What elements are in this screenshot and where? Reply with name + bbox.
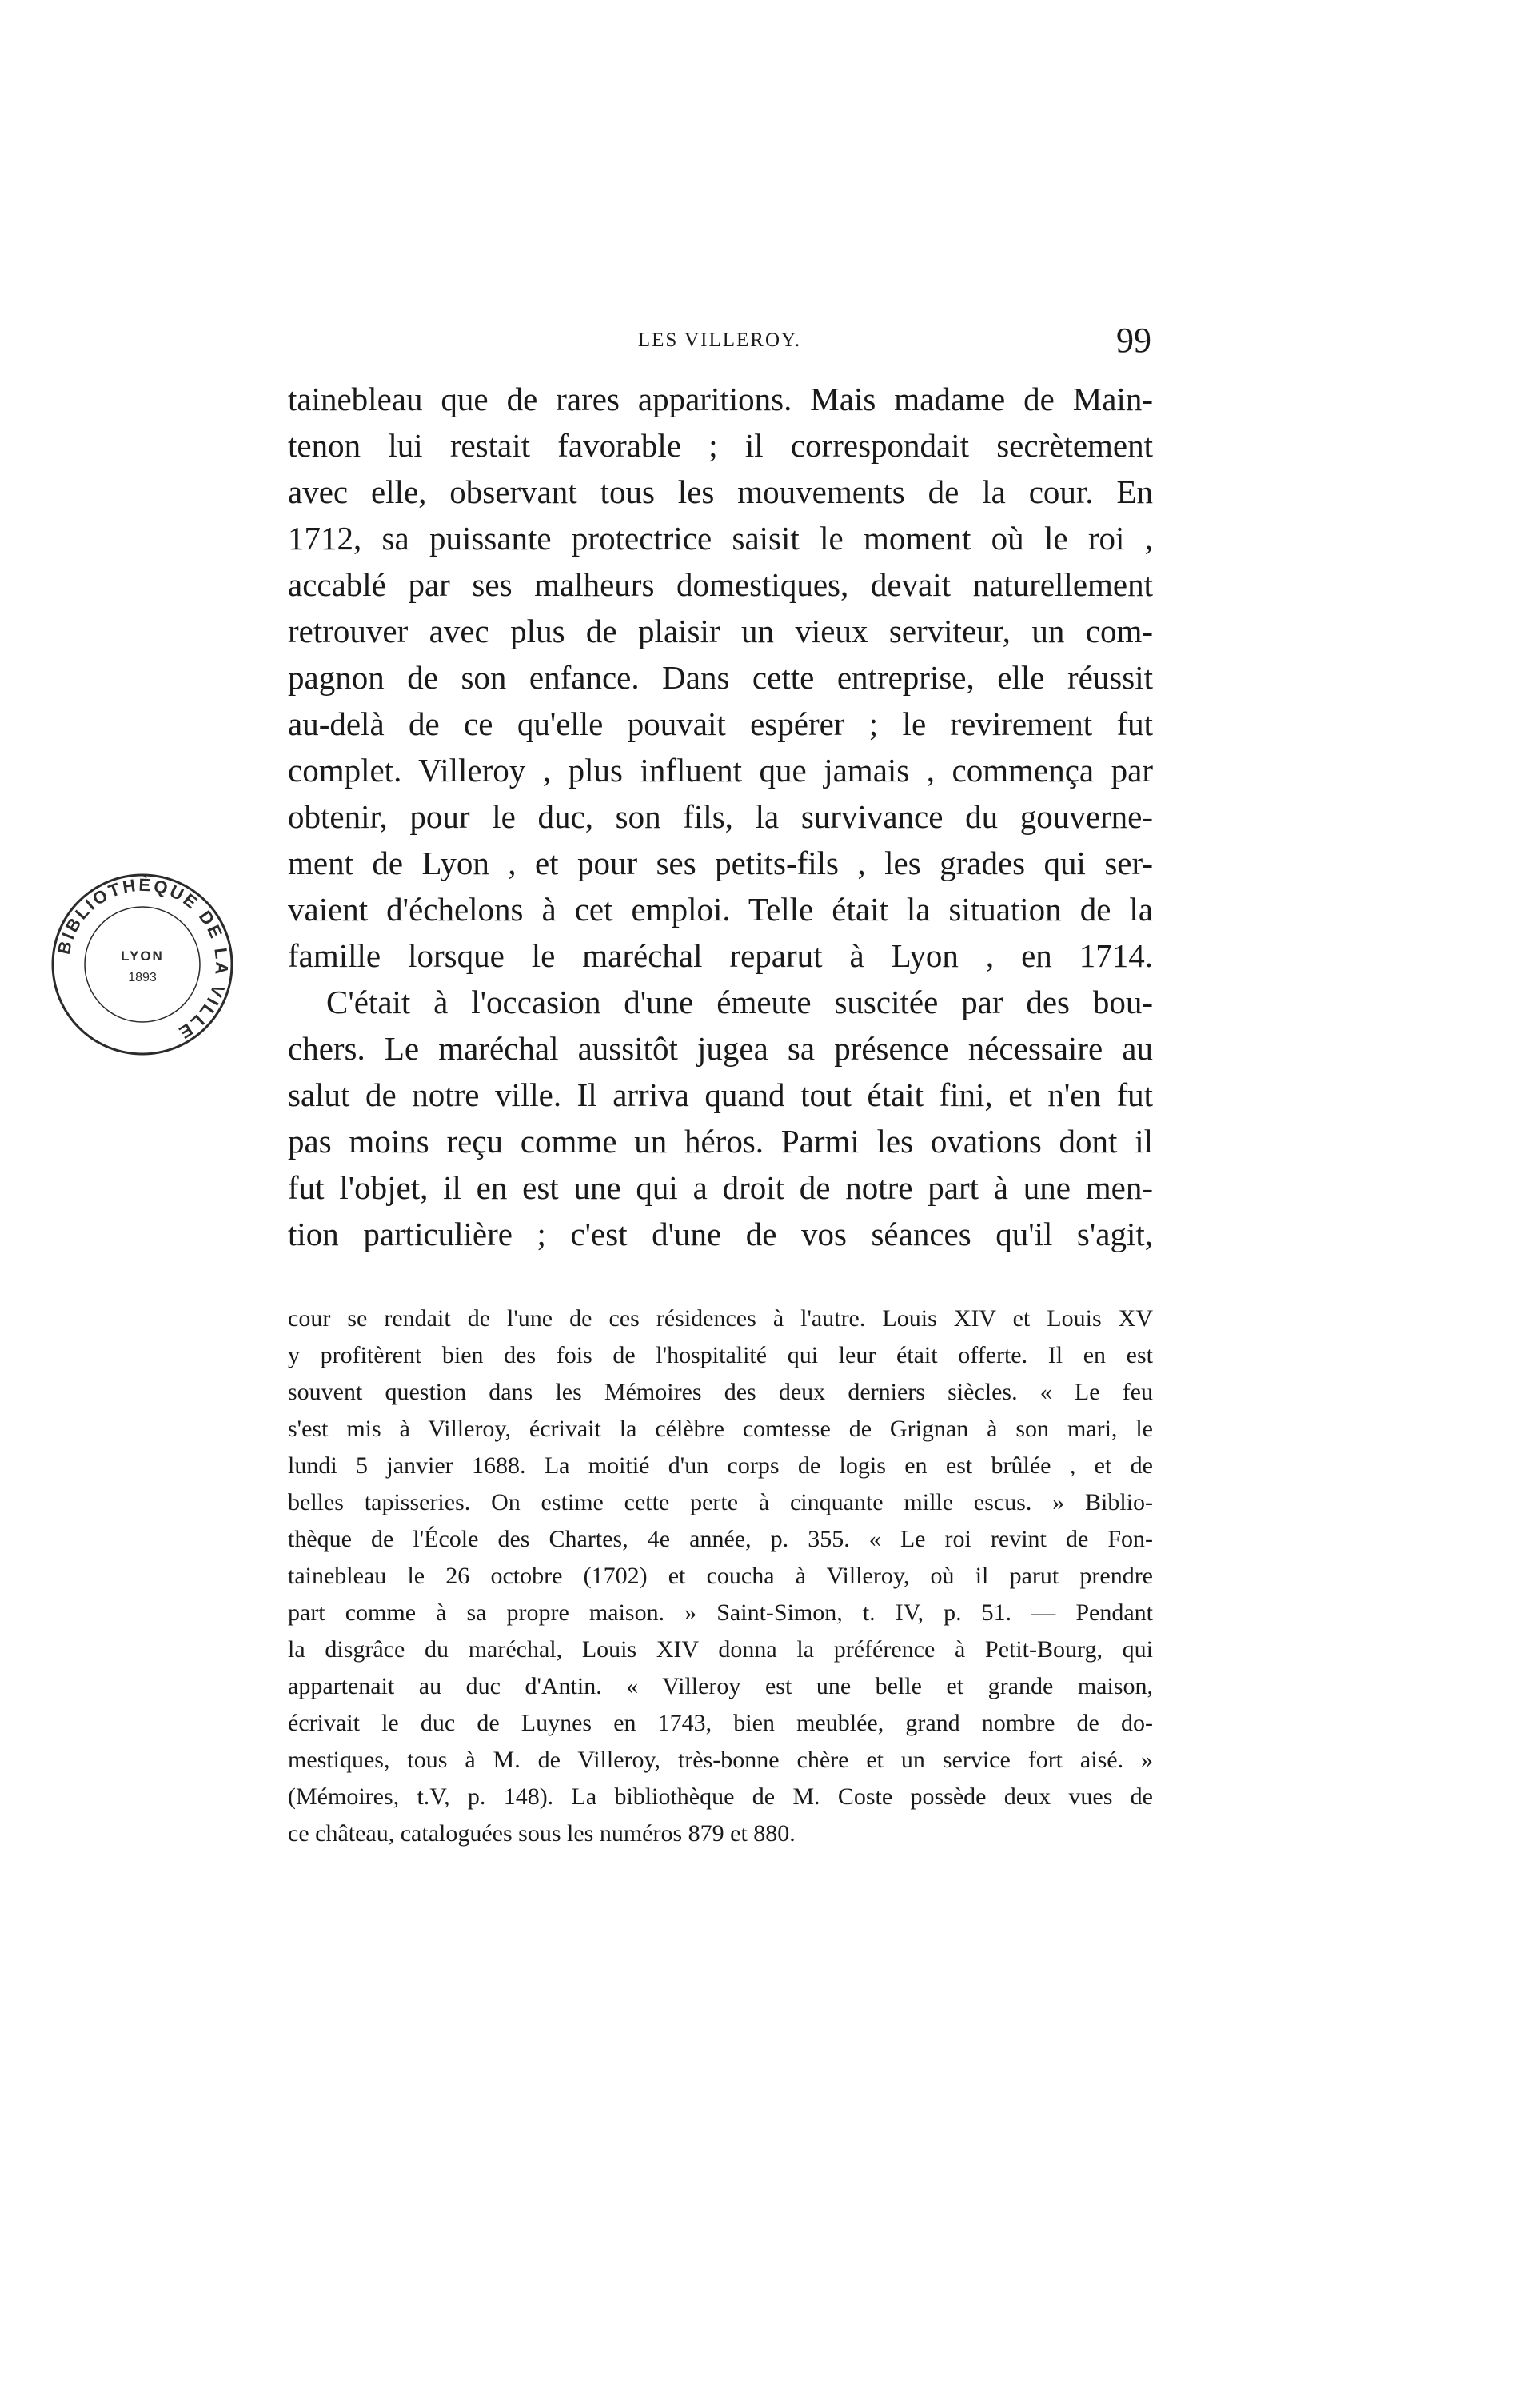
running-header (288, 320, 1151, 368)
text-line: salut de notre ville. Il arriva quand tout était fini, et n'en fut (288, 1076, 1153, 1113)
text-line: avec elle, observant tous les mouvements de la cour. En (288, 473, 1153, 510)
text-line: tenon lui restait favorable ; il correspondait secrètement (288, 427, 1153, 464)
stamp-arc-text: BIBLIOTHÈQUE DE LA VILLE (53, 874, 233, 1044)
footnote-line: cour se rendait de l'une de ces résidences à l'autre. Louis XIV et Louis XV (288, 1305, 1153, 1332)
stamp-seal-icon (46, 869, 238, 1060)
footnote-line: thèque de l'École des Chartes, 4e année, p. 355. « Le roi revint de Fon- (288, 1526, 1153, 1552)
footnote (288, 1300, 1153, 1852)
footnote-line: (Mémoires, t.V, p. 148). La bibliothèque de M. Coste possède deux vues de (288, 1783, 1153, 1810)
text-line: retrouver avec plus de plaisir un vieux serviteur, un com- (288, 613, 1153, 649)
text-line: tainebleau que de rares apparitions. Mais madame de Main- (288, 381, 1153, 417)
footnote-line: écrivait le duc de Luynes en 1743, bien meublée, grand nombre de do- (288, 1710, 1153, 1736)
text-line: famille lorsque le maréchal reparut à Lyon , en 1714. (288, 937, 1153, 974)
running-title: LES VILLEROY. (637, 329, 802, 351)
text-line: obtenir, pour le duc, son fils, la survivance du gouverne- (288, 798, 1153, 835)
footnote-line: mestiques, tous à M. de Villeroy, très-bonne chère et un service fort aisé. » (288, 1747, 1153, 1773)
footnote-line: y profitèrent bien des fois de l'hospitalité qui leur était offerte. Il en est (288, 1342, 1153, 1368)
footnote-line: appartenait au duc d'Antin. « Villeroy est une belle et grande maison, (288, 1673, 1153, 1699)
page-number: 99 (1116, 321, 1151, 360)
text-line: C'était à l'occasion d'une émeute suscitée par des bou- (326, 984, 1153, 1020)
main-text (288, 376, 1153, 1257)
footnote-line: belles tapisseries. On estime cette perte à cinquante mille escus. » Biblio- (288, 1489, 1153, 1515)
text-line: au-delà de ce qu'elle pouvait espérer ; le revirement fut (288, 705, 1153, 742)
text-line: vaient d'échelons à cet emploi. Telle était la situation de la (288, 891, 1153, 928)
text-line: ment de Lyon , et pour ses petits-fils , les grades qui ser- (288, 845, 1153, 881)
text-line: accablé par ses malheurs domestiques, devait naturellement (288, 566, 1153, 603)
footnote-line: lundi 5 janvier 1688. La moitié d'un corps de logis en est brûlée , et de (288, 1452, 1153, 1479)
footnote-line: s'est mis à Villeroy, écrivait la célèbre comtesse de Grignan à son mari, le (288, 1416, 1153, 1442)
text-line: pas moins reçu comme un héros. Parmi les ovations dont il (288, 1123, 1153, 1160)
footnote-line: souvent question dans les Mémoires des deux derniers siècles. « Le feu (288, 1379, 1153, 1405)
footnote-line: ce château, cataloguées sous les numéros 879 et 880. (288, 1820, 796, 1847)
footnote-line: part comme à sa propre maison. » Saint-Simon, t. IV, p. 51. — Pendant (288, 1599, 1153, 1626)
footnote-line: tainebleau le 26 octobre (1702) et coucha à Villeroy, où il parut prendre (288, 1563, 1153, 1589)
text-line: pagnon de son enfance. Dans cette entreprise, elle réussit (288, 659, 1153, 696)
stamp-city: LYON (121, 948, 164, 964)
text-line: complet. Villeroy , plus influent que jamais , commença par (288, 752, 1153, 789)
footnote-line: la disgrâce du maréchal, Louis XIV donna la préférence à Petit-Bourg, qui (288, 1636, 1153, 1663)
library-stamp (46, 869, 238, 1060)
text-line: fut l'objet, il en est une qui a droit de notre part à une men- (288, 1169, 1153, 1206)
text-line: chers. Le maréchal aussitôt jugea sa présence nécessaire au (288, 1030, 1153, 1067)
text-line: 1712, sa puissante protectrice saisit le moment où le roi , (288, 520, 1153, 557)
text-line: tion particulière ; c'est d'une de vos séances qu'il s'agit, (288, 1216, 1153, 1252)
stamp-year: 1893 (128, 971, 157, 984)
